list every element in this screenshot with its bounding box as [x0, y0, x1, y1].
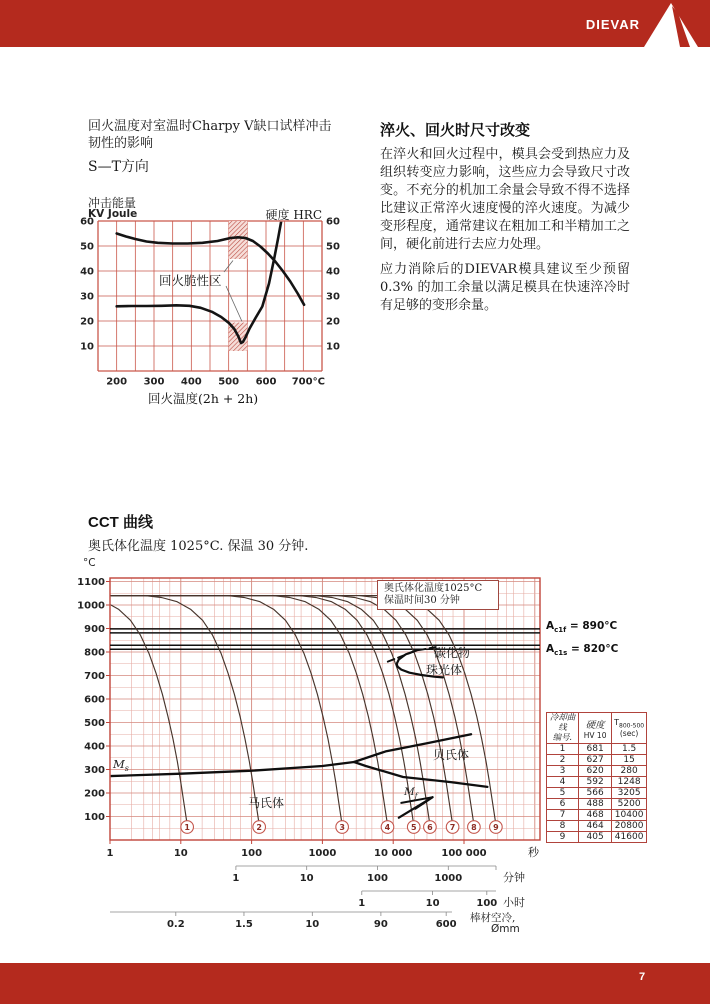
svg-text:6: 6	[427, 823, 433, 832]
svg-text:1.5: 1.5	[235, 919, 253, 930]
svg-text:600: 600	[435, 919, 457, 930]
svg-text:Mf: $M_f$	[404, 786, 418, 800]
svg-text:4: 4	[384, 823, 391, 832]
cct-heading: CCT 曲线	[88, 514, 153, 531]
dimension-paragraph-2: 应力消除后的DIEVAR模具建议至少预留0.3% 的加工余量以满足模具在快速淬冷时有足够的变形余量。	[380, 262, 630, 313]
svg-text:8: 8	[471, 823, 477, 832]
svg-text:Ømm: Ømm	[491, 923, 520, 935]
svg-text:分钟: 分钟	[503, 871, 525, 884]
svg-text:2: 2	[256, 823, 262, 832]
table-row: 8 464 20800	[547, 821, 647, 832]
svg-text:50: 50	[80, 241, 94, 253]
tempering-title-line2: 韧性的影响	[88, 136, 154, 151]
table-row: 1 681 1.5	[547, 744, 647, 755]
svg-text:60: 60	[80, 216, 94, 228]
svg-text:秒: 秒	[528, 846, 539, 859]
tempering-title-line1: 回火温度对室温时Charpy V缺口试样冲击	[88, 119, 332, 134]
y-left-axis-label-unit: KV Joule	[88, 208, 138, 220]
cct-subtitle: 奥氏体化温度 1025°C. 保温 30 分钟.	[88, 539, 309, 554]
bainite-label: 贝氏体	[433, 748, 470, 762]
svg-text:400: 400	[84, 741, 105, 753]
svg-text:100: 100	[84, 812, 105, 823]
svg-text:30: 30	[326, 291, 340, 303]
svg-text:10 000: 10 000	[374, 848, 413, 859]
svg-text:800: 800	[84, 647, 105, 659]
svg-text:40: 40	[80, 266, 94, 278]
svg-text:0.2: 0.2	[166, 919, 185, 930]
page-number: 7	[638, 971, 646, 983]
ac1f-label: $A_{c1f} = 890^\circ C$	[546, 620, 618, 635]
svg-text:1100: 1100	[77, 577, 105, 588]
carbide-label: 碳化物	[434, 646, 471, 660]
y-left-axis-label-cn: 冲击能量	[88, 196, 137, 210]
svg-text:40: 40	[326, 266, 340, 278]
table-row: 3 620 280	[547, 766, 647, 777]
table-row: 4 592 1248	[547, 777, 647, 788]
svg-text:900: 900	[84, 624, 105, 635]
y-right-axis-label: 硬度 HRC	[265, 208, 322, 222]
martensite-label: 马氏体	[248, 796, 285, 810]
svg-text:10: 10	[173, 848, 188, 859]
tempering-x-axis-title: 回火温度(2h + 2h)	[148, 391, 259, 406]
svg-text:1: 1	[358, 898, 366, 909]
svg-text:5: 5	[410, 823, 417, 832]
svg-text:20: 20	[326, 316, 340, 328]
dimension-heading: 淬火、回火时尺寸改变	[380, 122, 531, 139]
svg-text:1000: 1000	[308, 848, 337, 859]
dimension-paragraph-1: 在淬火和回火过程中，模具会受到热应力及组织转变应力影响，这些应力会导致尺寸改变。不充分的机加工余量会导致不得不选择比建议正常淬火速度慢的淬火速度。为减少变形程度，通常建议在粗加工和半精加工之间，硬化前进行去应力处理。	[380, 147, 630, 252]
cct-y-unit: °C	[83, 557, 96, 569]
svg-text:500: 500	[218, 376, 240, 388]
table-row: 7 468 10400	[547, 810, 647, 821]
table-row: 2 627 15	[547, 755, 647, 766]
table-header-t800-500: $T_{800-500}$ (sec)	[612, 713, 647, 744]
pearlite-label: 珠光体	[426, 663, 463, 677]
tempering-chart	[80, 217, 340, 388]
svg-text:10: 10	[299, 873, 314, 884]
svg-text:棒材空冷,: 棒材空冷,	[470, 912, 516, 924]
svg-text:300: 300	[84, 765, 105, 776]
cct-annotation-box	[377, 580, 499, 610]
brittle-zone-label: 回火脆性区	[159, 273, 222, 288]
svg-text:10: 10	[80, 341, 94, 353]
svg-text:9: 9	[493, 823, 499, 832]
svg-text:1000: 1000	[77, 600, 105, 612]
footer-bar	[0, 963, 710, 1004]
svg-text:10: 10	[425, 898, 440, 909]
table-row: 5 566 3205	[547, 788, 647, 799]
tempering-direction: S—T方向	[88, 159, 149, 175]
svg-text:20: 20	[80, 316, 94, 328]
cooling-curve-table	[546, 712, 647, 843]
svg-text:500: 500	[84, 718, 105, 729]
svg-text:3: 3	[339, 823, 345, 832]
svg-text:100: 100	[241, 848, 263, 859]
svg-text:100: 100	[476, 898, 498, 909]
table-row: 6 488 5200	[547, 799, 647, 810]
svg-text:30: 30	[80, 291, 94, 303]
svg-text:1: 1	[106, 848, 114, 859]
svg-text:100: 100	[367, 873, 388, 884]
brand-name: DIEVAR	[585, 17, 640, 32]
svg-text:10: 10	[305, 919, 320, 930]
svg-text:60: 60	[326, 216, 340, 228]
svg-text:Ms: $M_s$	[113, 757, 129, 773]
svg-text:700°C: 700°C	[291, 376, 325, 388]
svg-text:700: 700	[84, 671, 105, 682]
svg-text:90: 90	[373, 919, 388, 930]
svg-text:300: 300	[143, 376, 165, 388]
cct-annotation-line2: 保温时间30 分钟	[384, 594, 460, 606]
svg-text:100 000: 100 000	[441, 848, 487, 859]
svg-text:600: 600	[84, 694, 105, 706]
svg-text:10: 10	[326, 341, 340, 353]
cct-annotation-line1: 奥氏体化温度1025°C	[384, 583, 483, 594]
table-row: 9 405 41600	[547, 832, 647, 843]
svg-text:200: 200	[106, 376, 128, 388]
svg-text:1: 1	[184, 823, 190, 832]
table-header-hardness: 硬度 HV 10	[579, 713, 612, 744]
svg-text:1: 1	[232, 873, 240, 884]
svg-text:50: 50	[326, 241, 340, 253]
ac1s-label: $A_{c1s} = 820^\circ C$	[546, 643, 619, 658]
svg-text:600: 600	[255, 376, 277, 388]
svg-text:7: 7	[449, 823, 456, 832]
svg-text:400: 400	[180, 376, 202, 388]
svg-text:200: 200	[84, 788, 105, 800]
table-header-curve-no: 冷却曲线 编号.	[547, 713, 579, 744]
svg-text:小时: 小时	[503, 896, 525, 909]
svg-text:1000: 1000	[434, 873, 463, 884]
